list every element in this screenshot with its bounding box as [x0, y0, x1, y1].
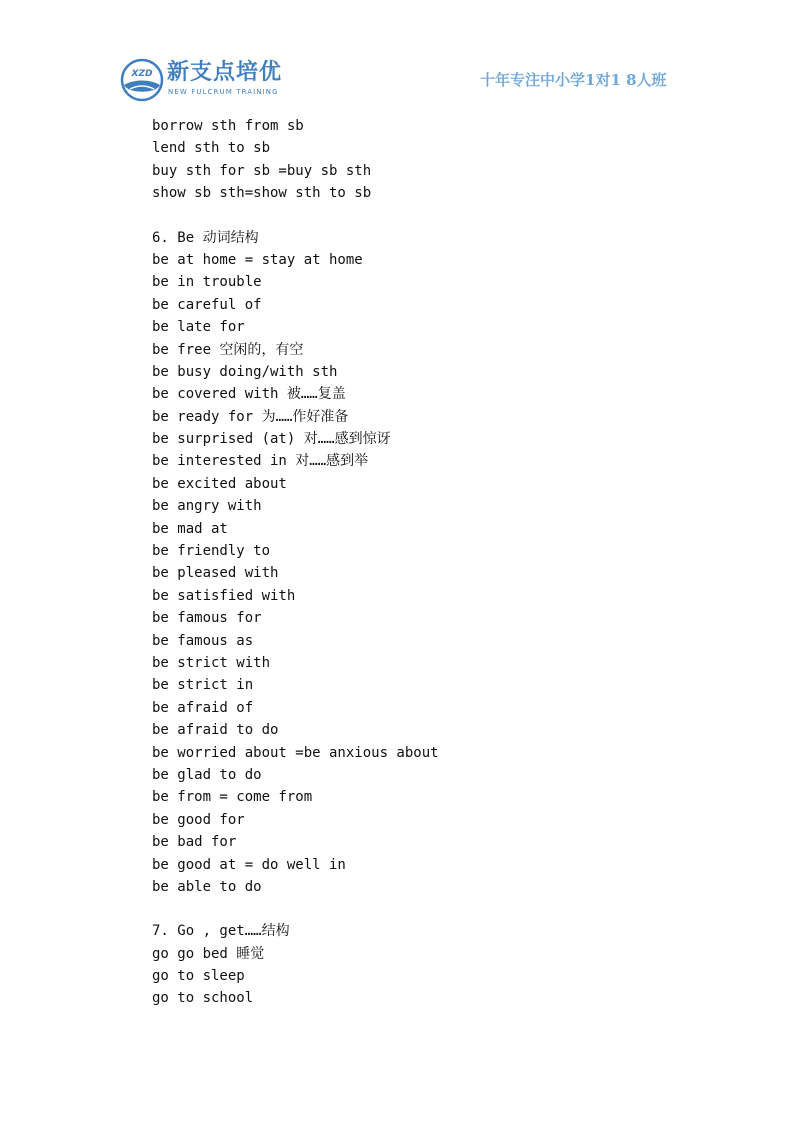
brand-subtitle: NEW FULCRUM TRAINING [168, 88, 279, 96]
xzd-logo-icon [120, 58, 164, 102]
phrase-line: be good for [152, 811, 245, 828]
phrase-line: be at home = stay at home [152, 251, 363, 268]
phrase-line: go go bed 睡觉 [152, 945, 265, 962]
section-heading: 7. Go , get……结构 [152, 923, 290, 940]
section-heading: 6. Be 动词结构 [152, 229, 259, 246]
phrase-line: be satisfied with [152, 587, 296, 604]
phrase-line: be strict in [152, 677, 254, 694]
section-be-structures [152, 227, 752, 899]
phrase-line: show sb sth=show sth to sb [152, 185, 372, 202]
phrase-line: be interested in 对……感到举 [152, 453, 369, 470]
phrase-line: borrow sth from sb [152, 118, 304, 134]
header-tagline: 十年专注中小学1对1 8人班 [480, 71, 667, 89]
phrase-line: be careful of [152, 296, 262, 313]
phrase-line: be afraid to do [152, 722, 279, 739]
phrase-line: be good at = do well in [152, 856, 346, 873]
phrase-line: be late for [152, 319, 245, 336]
page-header [0, 0, 794, 110]
phrase-line: go to school [152, 990, 254, 1007]
phrase-line: be famous as [152, 632, 254, 649]
section-go-get-structures [152, 920, 752, 1010]
phrase-line: be mad at [152, 520, 228, 537]
phrase-group-verbs [152, 115, 752, 205]
paragraph-gap [152, 898, 752, 920]
phrase-line: be covered with 被……复盖 [152, 386, 346, 403]
document-body [152, 115, 752, 1010]
phrase-line: be surprised (at) 对……感到惊讶 [152, 431, 391, 448]
phrase-line: be worried about =be anxious about [152, 744, 439, 761]
paragraph-gap [152, 205, 752, 227]
phrase-line: be bad for [152, 834, 237, 851]
phrase-line: be glad to do [152, 766, 262, 783]
phrase-line: be ready for 为……作好准备 [152, 408, 349, 425]
phrase-line: be in trouble [152, 274, 262, 291]
phrase-line: be famous for [152, 610, 262, 627]
phrase-line: go to sleep [152, 968, 245, 985]
phrase-line: be pleased with [152, 565, 279, 582]
phrase-line: be angry with [152, 498, 262, 515]
phrase-line: be afraid of [152, 699, 254, 716]
logo-text: XZD [131, 69, 153, 79]
phrase-line: be excited about [152, 475, 287, 492]
phrase-line: be busy doing/with sth [152, 363, 338, 380]
phrase-line: buy sth for sb =buy sb sth [152, 162, 372, 179]
phrase-line: be friendly to [152, 543, 271, 560]
phrase-line: lend sth to sb [152, 140, 271, 157]
phrase-line: be able to do [152, 878, 262, 895]
phrase-line: be from = come from [152, 789, 313, 806]
phrase-line: be free 空闲的，有空 [152, 341, 304, 358]
phrase-line: be strict with [152, 654, 271, 671]
brand-name: 新支点培优 [167, 60, 283, 85]
